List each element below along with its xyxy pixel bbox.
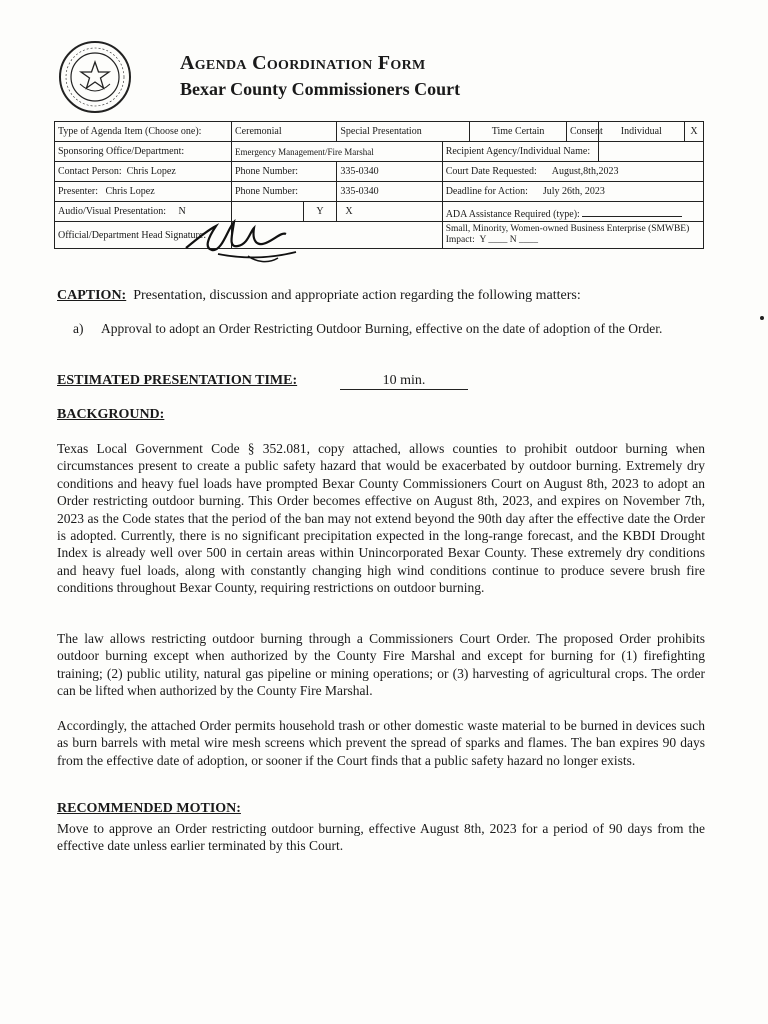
recipient-label: Recipient Agency/Individual Name: <box>442 142 598 162</box>
option-time-certain: Time Certain <box>470 122 567 142</box>
agenda-form-table: Type of Agenda Item (Choose one): Ceremonial Special Presentation Time Certain Consent Individual X Sponsoring Office/Department: Emergency Management/Fire Marshal Recipient Agency/Individual Name: Contact Person: Chris Lopez Phone Number: 335-0340 Court Date Requested: August,8th,2023 Presenter: Chris Lopez Phone Number: 335-0340 Deadline for Action: July 26th, 2023 Audio/Visual Presentation: N Y X ADA Assistance Required (type): Official/Department Head Signature: Small, Minority, Women-owned Business Enterprise (SMWBE) Impact: Y ____ N ____ <box>54 121 704 249</box>
av-y: Y <box>303 202 337 222</box>
head-signature-label: Official/Department Head Signature: <box>55 222 232 249</box>
court-date-label: Court Date Requested: <box>445 166 537 177</box>
contact-label: Contact Person: <box>58 166 122 177</box>
recommended-heading: RECOMMENDED MOTION: <box>57 801 241 816</box>
individual-check-mark: X <box>684 122 703 142</box>
court-date-value: August,8th,2023 <box>551 166 619 177</box>
av-x: X <box>337 202 442 222</box>
option-individual: Individual <box>598 122 684 142</box>
page-title: Agenda Coordination Form <box>180 52 426 74</box>
smwbe-y: Y <box>479 235 486 245</box>
presenter-label: Presenter: <box>58 186 98 197</box>
background-paragraph-2: The law allows restricting outdoor burning through a Commissioners Court Order. The proposed Order prohibits outdoor burning except when authorized by the County Fire Marshal and except for burning for (1) firefighting training; (2) public utility, natural gas pipeline or mining operations; or (3) harvesting of agricultural crops. The order can be lifted when authorized by the County Fire Marshal. <box>57 631 705 699</box>
phone2-label: Phone Number: <box>232 182 337 202</box>
sponsoring-label: Sponsoring Office/Department: <box>55 142 232 162</box>
item-text: Approval to adopt an Order Restricting Outdoor Burning, effective on the date of adoption of the Order. <box>101 321 663 336</box>
av-value: N <box>178 206 186 217</box>
phone-label: Phone Number: <box>232 162 337 182</box>
background-heading: BACKGROUND: <box>57 407 165 422</box>
smwbe-n: N <box>509 235 517 245</box>
option-consent: Consent <box>567 122 599 142</box>
phone-value: 335-0340 <box>337 162 442 182</box>
caption-item-a <box>73 320 691 338</box>
presenter-value: Chris Lopez <box>105 186 155 197</box>
caption-label: CAPTION: <box>57 288 127 303</box>
handwritten-signature <box>178 208 308 268</box>
agenda-type-label: Type of Agenda Item (Choose one): <box>55 122 232 142</box>
sponsoring-value: Emergency Management/Fire Marshal <box>232 142 443 162</box>
background-paragraph-1: Texas Local Government Code § 352.081, copy attached, allows counties to prohibit outdoor burning when circumstances present to create a public safety hazard that would be exacerbated by outdoor burning. Extremely dry conditions and heavy fuel loads have prompted Bexar County Commissioners Court on August 8th, 2023 to adopt an Order restricting outdoor burning. This Order becomes effective on August 8th, 2023, and expires on November 7th, 2023 as the Code states that the period of the ban may not extend beyond the 90th day after the effective date the Order is adopted. Currently, there is no significant precipitation expected in the long-range forecast, and the KBDI Drought Index is already well over 500 in certain areas within Unincorporated Bexar County. These extremely dry conditions and heavy fuel loads, along with constantly changing high wind conditions continue to produce severe brush fire conditions throughout Bexar County, requiring restrictions on outdoor burning. <box>57 441 705 596</box>
deadline-value: July 26th, 2023 <box>542 186 605 197</box>
presentation-time-value: 10 min. <box>340 373 468 390</box>
deadline-label: Deadline for Action: <box>445 186 528 197</box>
av-label: Audio/Visual Presentation: <box>58 206 166 217</box>
county-seal-icon <box>58 40 132 114</box>
option-ceremonial: Ceremonial <box>232 122 337 142</box>
caption-text: Presentation, discussion and appropriate action regarding the following matters: <box>133 288 581 303</box>
option-special-presentation: Special Presentation <box>337 122 470 142</box>
item-marker: a) <box>73 321 84 336</box>
presentation-time-label: ESTIMATED PRESENTATION TIME: <box>57 373 298 388</box>
stray-mark <box>760 316 764 320</box>
phone2-value: 335-0340 <box>337 182 442 202</box>
ada-blank <box>582 216 682 217</box>
smwbe-label: Small, Minority, Women-owned Business Enterprise (SMWBE) Impact: <box>445 224 690 245</box>
contact-value: Chris Lopez <box>126 166 176 177</box>
page-subtitle: Bexar County Commissioners Court <box>180 79 461 99</box>
recipient-value <box>598 142 703 162</box>
ada-label: ADA Assistance Required (type): <box>445 209 580 220</box>
recommended-text: Move to approve an Order restricting outdoor burning, effective August 8th, 2023 for a period of 90 days from the effective date unless earlier terminated by this Court. <box>57 821 705 854</box>
background-paragraph-3: Accordingly, the attached Order permits household trash or other domestic waste material to be burned in devices such as burn barrels with metal wire mesh screens which prevent the spread of sparks and flames. The ban expires 90 days from the effective date of adoption, or sooner if the Court finds that a public safety hazard no longer exists. <box>57 718 705 768</box>
